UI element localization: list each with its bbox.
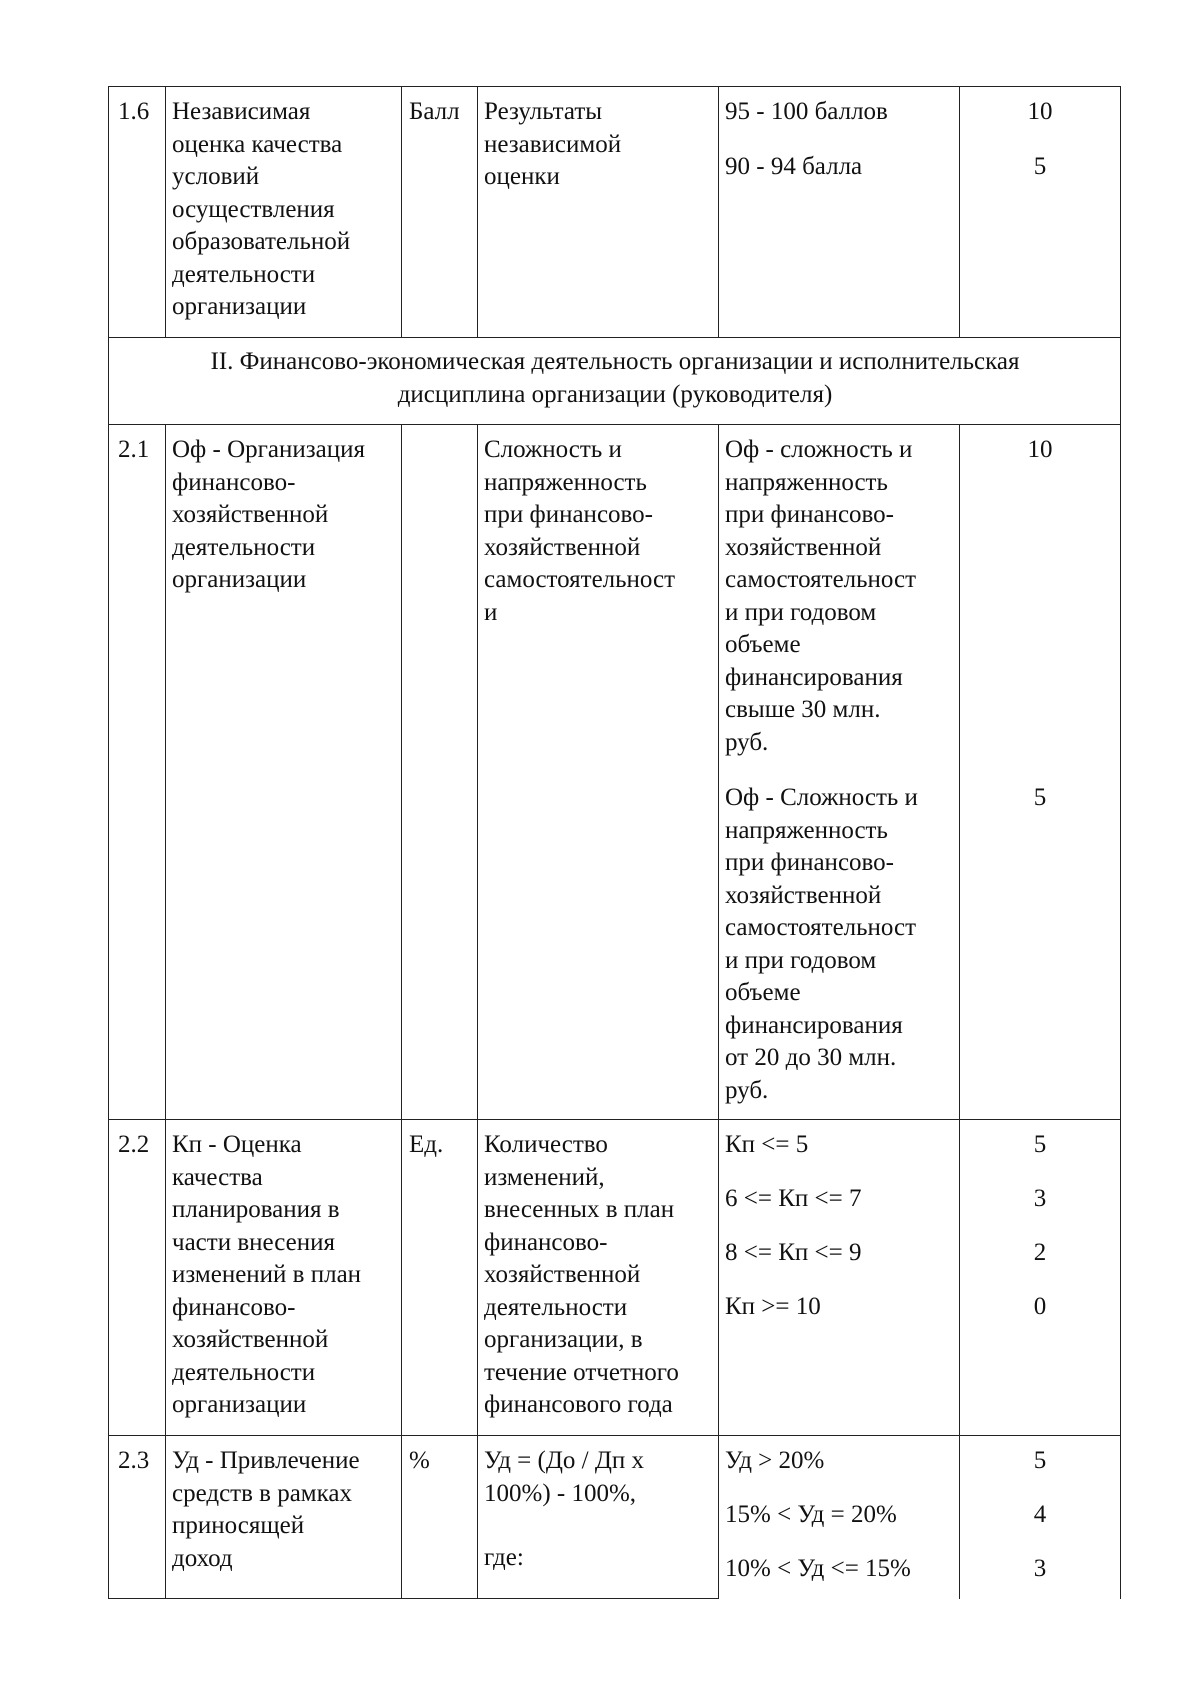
row-number: 2.2: [118, 1131, 150, 1158]
col-divider: [477, 86, 478, 337]
unit: Ед.: [409, 1131, 444, 1158]
calculation-basis: Количество изменений, внесенных в план финансово- хозяйственной деятельности организации, в течение отчетного финансового года: [484, 1131, 679, 1418]
col-divider: [401, 424, 402, 1599]
criterion: 95 - 100 баллов: [725, 98, 888, 125]
criterion: 15% < Уд = 20%: [725, 1501, 897, 1528]
calculation-basis: Сложность и напряженность при финансово- хозяйственной самостоятельност и: [484, 436, 676, 626]
col-divider: [165, 86, 166, 337]
score: 5: [1033, 153, 1047, 180]
score: 3: [1033, 1555, 1047, 1582]
criterion: Кп <= 5: [725, 1131, 809, 1158]
criterion: 10% < Уд <= 15%: [725, 1555, 911, 1582]
criterion: Уд > 20%: [725, 1447, 825, 1474]
unit: Балл: [409, 98, 460, 125]
score: 4: [1033, 1501, 1047, 1528]
col-divider: [718, 86, 719, 337]
score: 5: [1033, 1131, 1047, 1158]
col-divider: [959, 86, 960, 337]
indicator-name: Уд - Привлечение средств в рамках приносящей доход: [172, 1447, 360, 1572]
criterion: Оф - сложность и напряженность при финансово- хозяйственной самостоятельност и при годовом объеме финансирования свыше 30 млн. руб.: [725, 436, 917, 756]
indicator-name: Независимая оценка качества условий осуществления образовательной деятельности организации: [172, 98, 351, 320]
score: 3: [1033, 1185, 1047, 1212]
col-divider: [477, 424, 478, 1599]
calculation-basis: Уд = (До / Дп x 100%) - 100%,: [484, 1447, 645, 1507]
score: 10: [1027, 436, 1053, 463]
col-divider: [108, 86, 109, 1599]
col-divider: [165, 424, 166, 1599]
row-divider: [108, 86, 1121, 87]
row-number: 2.3: [118, 1447, 150, 1474]
row-number: 1.6: [118, 98, 150, 125]
criterion: 6 <= Кп <= 7: [725, 1185, 862, 1212]
unit: %: [409, 1447, 430, 1474]
score: 5: [1033, 784, 1047, 811]
row-divider: [108, 1598, 719, 1599]
col-divider: [401, 86, 402, 337]
calculation-basis-where: где:: [484, 1544, 524, 1571]
col-divider: [1120, 86, 1121, 1599]
score: 5: [1033, 1447, 1047, 1474]
score: 10: [1027, 98, 1053, 125]
section-heading: II. Финансово-экономическая деятельность организации и исполнительская дисциплина организации (руководителя): [210, 348, 1020, 408]
criterion: Кп >= 10: [725, 1293, 821, 1320]
score: 0: [1033, 1293, 1047, 1320]
row-divider: [108, 424, 1121, 425]
row-number: 2.1: [118, 436, 150, 463]
indicator-name: Оф - Организация финансово- хозяйственной деятельности организации: [172, 436, 365, 593]
criterion: 8 <= Кп <= 9: [725, 1239, 862, 1266]
calculation-basis: Результаты независимой оценки: [484, 98, 622, 190]
row-divider: [108, 1119, 1121, 1120]
criterion: Оф - Сложность и напряженность при финансово- хозяйственной самостоятельност и при годовом объеме финансирования от 20 до 30 млн. руб.: [725, 784, 918, 1104]
row-divider: [108, 1435, 1121, 1436]
indicator-name: Кп - Оценка качества планирования в части внесения изменений в план финансово- хозяйственной деятельности организации: [172, 1131, 362, 1418]
col-divider: [718, 424, 719, 1599]
col-divider: [959, 424, 960, 1599]
criterion: 90 - 94 балла: [725, 153, 863, 180]
row-divider: [108, 337, 1121, 338]
score: 2: [1033, 1239, 1047, 1266]
